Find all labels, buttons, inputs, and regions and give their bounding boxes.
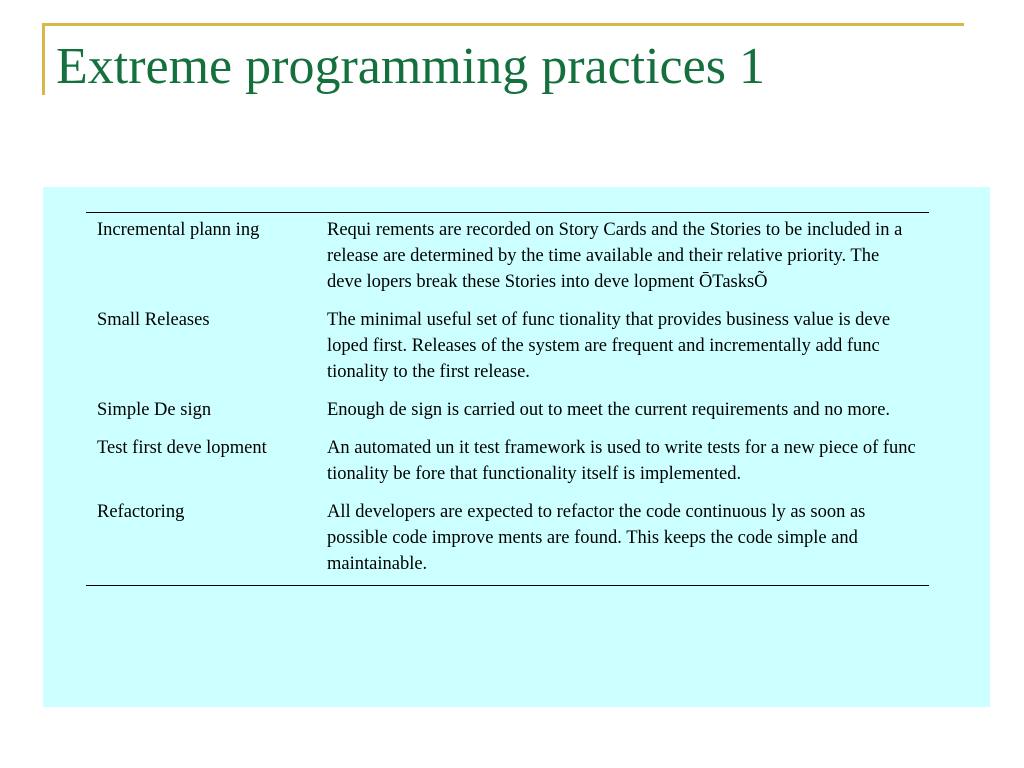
table-row [86, 397, 929, 423]
practice-description: All developers are expected to refactor the code continuous ly as soon as possible code improve ments are found. This keeps the code simple and maintainable. [327, 502, 866, 574]
practice-description: An automated un it test framework is used to write tests for a new piece of func tionality be fore that functionality itself is implemented. [327, 438, 916, 484]
table-row [86, 217, 929, 295]
practice-term: Incremental plann ing [97, 220, 260, 240]
table-row [86, 307, 929, 385]
practice-term: Simple De sign [97, 400, 212, 420]
practice-description: The minimal useful set of func tionality that provides business value is deve loped first. Releases of the system are frequent and incrementally add func tionality to the first release. [327, 310, 891, 382]
practices-table [86, 212, 929, 586]
practice-term: Test first deve lopment [97, 438, 267, 458]
title-accent-line-left [42, 23, 45, 95]
table-row [86, 499, 929, 577]
practice-description: Enough de sign is carried out to meet the current requirements and no more. [327, 400, 891, 420]
practice-description: Requi rements are recorded on Story Cards and the Stories to be included in a release are determined by the time available and their relative priority. The deve lopers break these Stories into deve lopment ŌTasksÕ [327, 220, 903, 292]
slide-title: Extreme programming practices 1 [56, 38, 765, 95]
practice-term: Small Releases [97, 310, 210, 330]
table-row [86, 435, 929, 487]
practice-term: Refactoring [97, 502, 185, 522]
title-accent-line-top [42, 23, 964, 26]
